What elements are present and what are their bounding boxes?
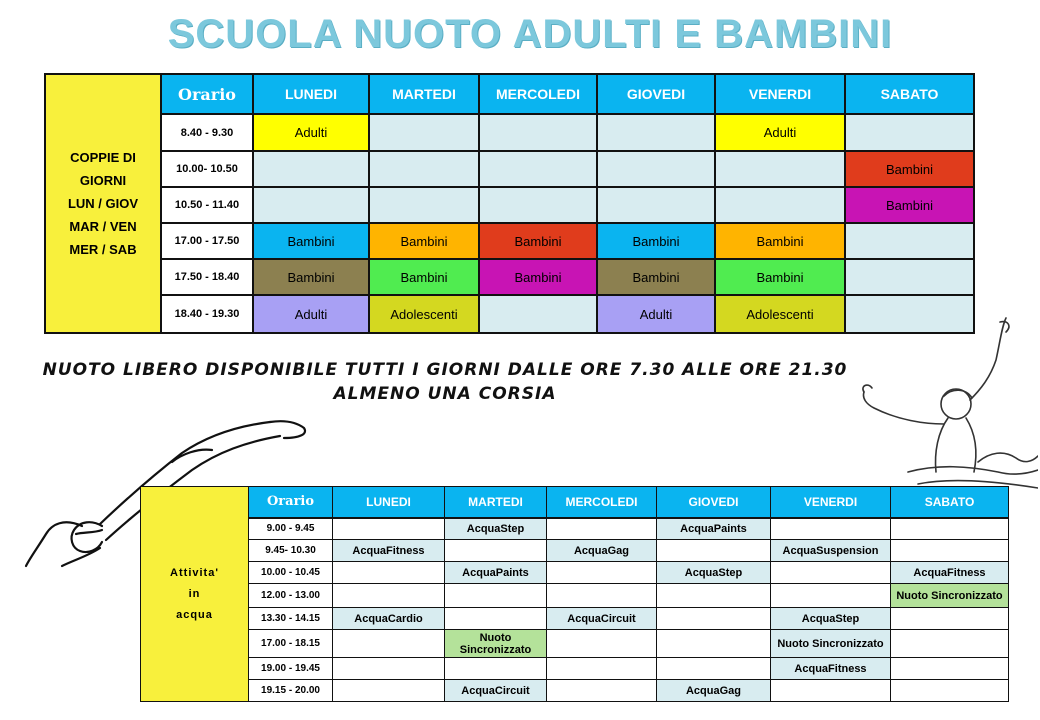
side-line: Attivita' [170,566,219,579]
table-row [141,608,1009,630]
free-swim-notice [0,358,890,406]
side-arm [863,392,944,424]
activity-cell [445,658,547,680]
activity-cell: AcquaPaints [657,518,771,540]
goggle-strap [76,530,102,534]
lesson-cell: Adulti [715,114,845,151]
swimmer-head-outline [941,389,971,419]
schedule-table-lessons [44,73,975,334]
activity-cell [333,680,445,702]
lesson-cell: Bambini [479,223,597,259]
lesson-cell [479,114,597,151]
activity-cell [657,584,771,608]
lesson-cell [479,295,597,333]
table-row [141,584,1009,608]
notice-line: ALMENO UNA CORSIA [333,384,557,404]
header-martedi: MARTEDI [445,487,547,518]
table-row [141,680,1009,702]
side-line: COPPIE DI [70,150,136,165]
time-cell: 17.00 - 17.50 [161,223,253,259]
swimmer-feet [270,421,305,438]
lesson-cell [845,114,974,151]
activity-cell [657,630,771,658]
header-mercoledi: MERCOLEDI [547,487,657,518]
header-lunedi: LUNEDI [253,74,369,114]
lesson-cell [369,151,479,187]
header-orario: Orario [161,74,253,114]
activity-cell [657,608,771,630]
activity-cell: Nuoto Sincronizzato [771,630,891,658]
lesson-cell [253,151,369,187]
time-cell: 17.00 - 18.15 [249,630,333,658]
activity-cell: AcquaStep [657,562,771,584]
activity-cell [891,680,1009,702]
lesson-cell [479,151,597,187]
side-line: MAR / VEN [69,219,137,234]
time-cell: 12.00 - 13.00 [249,584,333,608]
lesson-cell: Adolescenti [369,295,479,333]
time-cell: 8.40 - 9.30 [161,114,253,151]
lesson-cell: Adulti [253,114,369,151]
lesson-cell: Bambini [715,223,845,259]
activity-cell [891,540,1009,562]
activity-cell: AcquaStep [445,518,547,540]
water-line [908,467,1038,474]
lesson-cell [369,114,479,151]
header-lunedi: LUNEDI [333,487,445,518]
table-row [45,223,974,259]
activity-cell [771,584,891,608]
water-activities-label [141,487,249,702]
side-line: GIORNI [79,173,127,188]
activity-cell [445,608,547,630]
table-row [45,151,974,187]
activity-cell [547,680,657,702]
time-cell: 9.00 - 9.45 [249,518,333,540]
time-cell: 19.00 - 19.45 [249,658,333,680]
lesson-cell: Bambini [597,259,715,295]
lesson-cell [597,151,715,187]
activity-cell: AcquaCircuit [547,608,657,630]
activity-cell [333,562,445,584]
activity-cell [771,518,891,540]
activity-cell: AcquaPaints [445,562,547,584]
lesson-cell: Bambini [479,259,597,295]
time-cell: 19.15 - 20.00 [249,680,333,702]
activity-cell [333,658,445,680]
time-cell: 10.00 - 10.45 [249,562,333,584]
lesson-cell: Bambini [369,259,479,295]
time-cell: 13.30 - 14.15 [249,608,333,630]
lesson-cell: Bambini [845,151,974,187]
lesson-cell: Adolescenti [715,295,845,333]
header-venerdi: VENERDI [771,487,891,518]
side-line: acqua [176,608,213,621]
side-line: LUN / GIOV [67,196,139,211]
activity-cell [891,608,1009,630]
activity-cell [333,630,445,658]
activity-cell [891,518,1009,540]
lesson-cell [845,259,974,295]
time-cell: 17.50 - 18.40 [161,259,253,295]
header-giovedi: GIOVEDI [597,74,715,114]
lesson-cell [597,187,715,223]
page-title: SCUOLA NUOTO ADULTI E BAMBINI [167,12,893,56]
activity-cell [547,562,657,584]
lesson-cell: Bambini [253,223,369,259]
activity-cell [547,518,657,540]
table-row [45,259,974,295]
activity-cell: AcquaFitness [771,658,891,680]
activity-cell [445,584,547,608]
lesson-cell: Bambini [597,223,715,259]
activity-cell [547,658,657,680]
table-row [141,540,1009,562]
lesson-cell [845,223,974,259]
activity-cell: AcquaCircuit [445,680,547,702]
activity-cell: Nuoto Sincronizzato [445,630,547,658]
header-martedi: MARTEDI [369,74,479,114]
time-cell: 18.40 - 19.30 [161,295,253,333]
lesson-cell [253,187,369,223]
water-wave [978,453,1038,462]
header-venerdi: VENERDI [715,74,845,114]
lesson-cell: Bambini [253,259,369,295]
activity-cell: AcquaCardio [333,608,445,630]
header-orario: Orario [249,487,333,518]
activity-cell [445,540,547,562]
lesson-cell [597,114,715,151]
lesson-cell [715,187,845,223]
lesson-cell: Bambini [369,223,479,259]
lesson-cell [715,151,845,187]
day-pairs-label [45,74,161,333]
activity-cell: AcquaFitness [891,562,1009,584]
activity-cell [333,584,445,608]
table-row [141,658,1009,680]
activity-cell: AcquaGag [657,680,771,702]
activity-cell: AcquaSuspension [771,540,891,562]
table-row [141,562,1009,584]
time-cell: 10.50 - 11.40 [161,187,253,223]
torso-right [966,418,976,472]
table-row [141,518,1009,540]
lesson-cell: Adulti [597,295,715,333]
time-cell: 10.00- 10.50 [161,151,253,187]
header-sabato: SABATO [891,487,1009,518]
activity-cell [547,630,657,658]
table-row [141,630,1009,658]
torso-left [936,418,949,472]
table-row [45,187,974,223]
table-row [45,114,974,151]
activity-cell [771,562,891,584]
activity-cell [547,584,657,608]
lesson-cell: Bambini [715,259,845,295]
activity-cell: AcquaFitness [333,540,445,562]
activity-cell [891,630,1009,658]
activity-cell: Nuoto Sincronizzato [891,584,1009,608]
header-sabato: SABATO [845,74,974,114]
activity-cell: AcquaGag [547,540,657,562]
lesson-cell [479,187,597,223]
activity-cell: AcquaStep [771,608,891,630]
raised-arm [970,318,1006,400]
activity-cell [657,658,771,680]
side-hand [863,385,872,392]
notice-line: NUOTO LIBERO DISPONIBILE TUTTI I GIORNI DALLE ORE 7.30 ALLE ORE 21.30 [42,360,848,380]
lesson-cell: Adulti [253,295,369,333]
side-line: in [188,587,201,600]
swimmer-head-outline [72,522,102,552]
activity-cell [333,518,445,540]
header-mercoledi: MERCOLEDI [479,74,597,114]
activity-cell [891,658,1009,680]
lesson-cell [369,187,479,223]
activity-cell [657,540,771,562]
lesson-cell: Bambini [845,187,974,223]
side-line: MER / SAB [69,242,137,257]
header-giovedi: GIOVEDI [657,487,771,518]
time-cell: 9.45- 10.30 [249,540,333,562]
table-row [45,295,974,333]
schedule-table-activities [140,486,1009,702]
activity-cell [771,680,891,702]
